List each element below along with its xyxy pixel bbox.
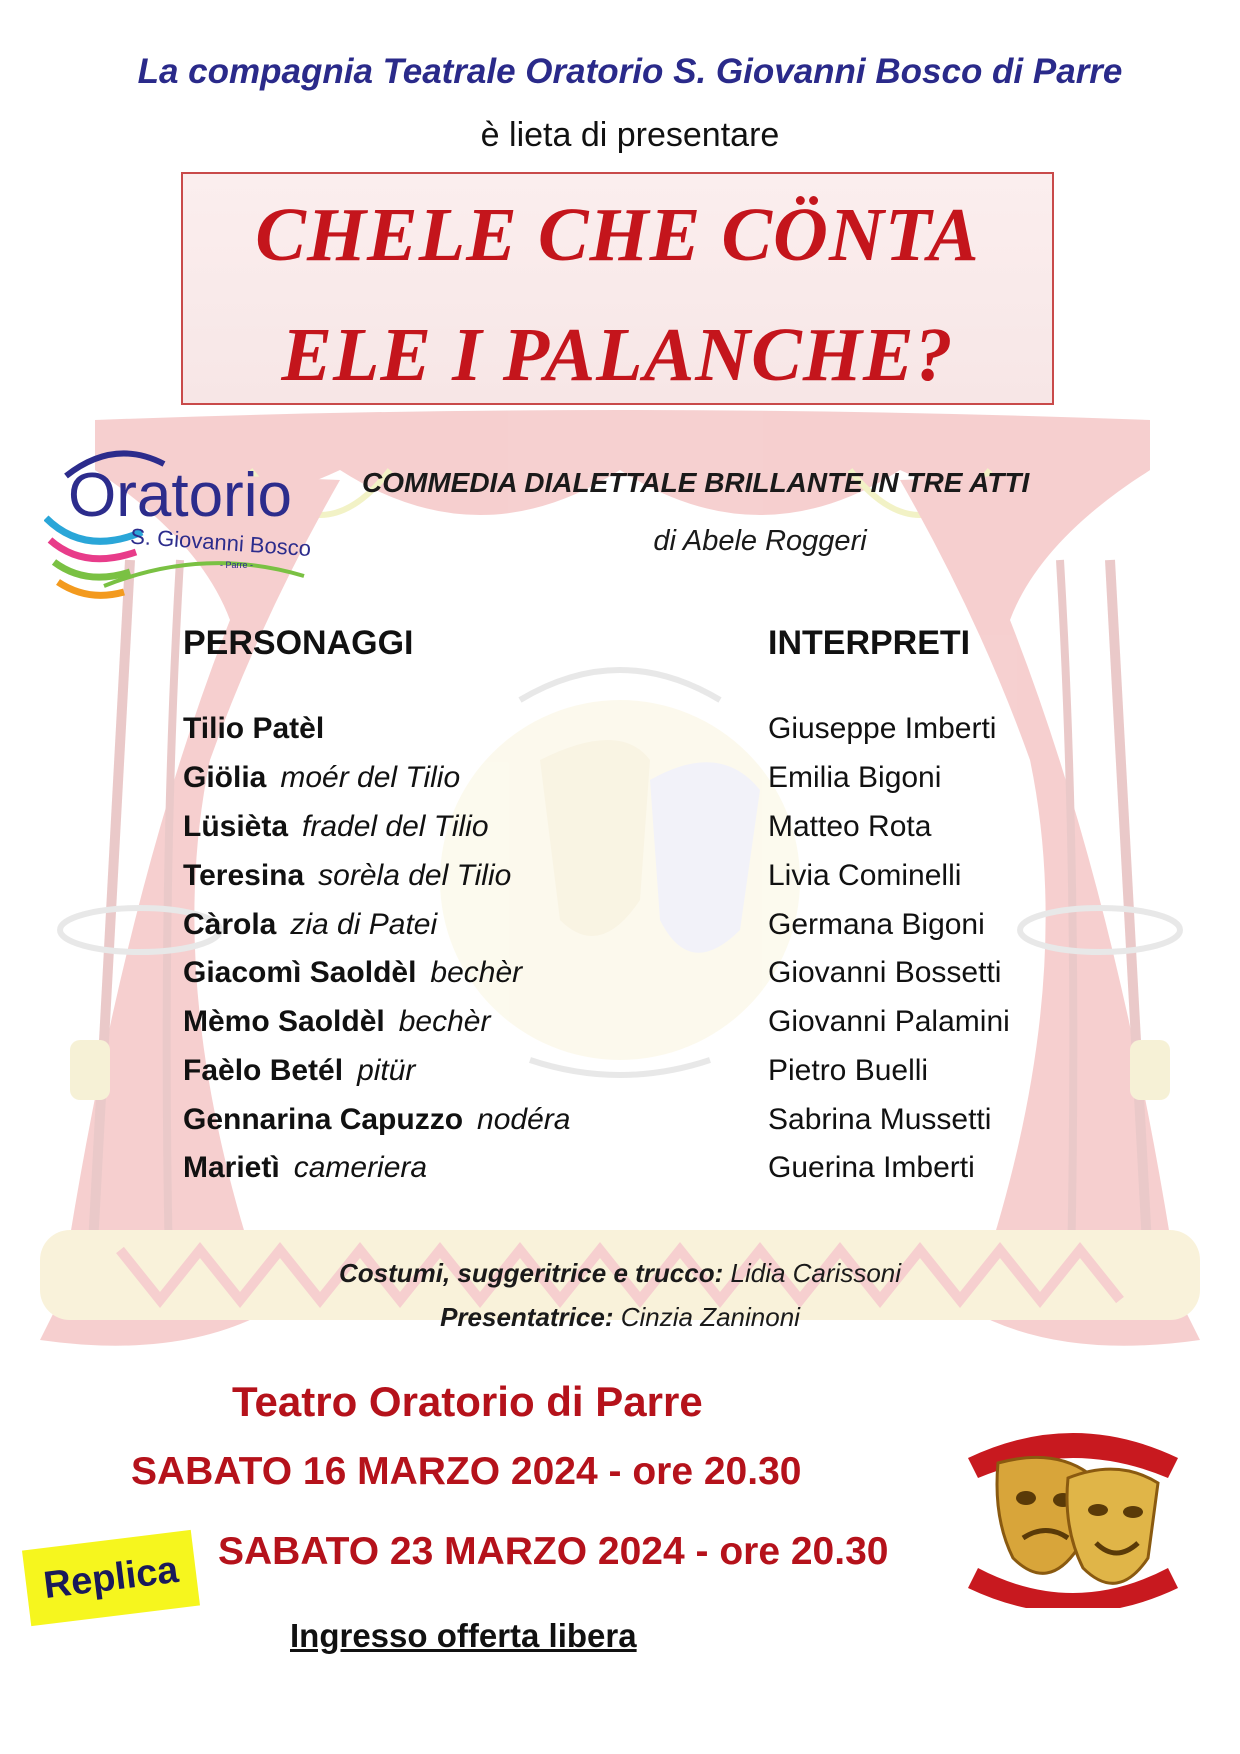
performance-date-1: SABATO 16 MARZO 2024 - ore 20.30 <box>131 1450 802 1493</box>
actor-name: Giuseppe Imberti <box>768 712 997 745</box>
cast-row <box>0 1103 1240 1147</box>
character-name: Gennarina Capuzzo nodéra <box>183 1103 571 1136</box>
character-role: pitür <box>357 1054 416 1087</box>
costumes-label: Costumi, suggeritrice e trucco: <box>338 1258 724 1288</box>
actor-name: Emilia Bigoni <box>768 761 942 794</box>
performance-date-2: SABATO 23 MARZO 2024 - ore 20.30 <box>218 1530 889 1573</box>
cast-row <box>0 908 1240 952</box>
actor-name: Sabrina Mussetti <box>768 1103 992 1136</box>
cast-row <box>0 1151 1240 1195</box>
character-role: fradel del Tilio <box>302 810 489 843</box>
cast-row <box>0 712 1240 756</box>
character-name: Giölia moér del Tilio <box>183 761 461 794</box>
cast-row <box>0 956 1240 1000</box>
play-genre: COMMEDIA DIALETTALE BRILLANTE IN TRE ATTI <box>362 467 1030 498</box>
company-heading: La compagnia Teatrale Oratorio S. Giovanni Bosco di Parre <box>137 52 1123 91</box>
play-title-line-2: ELE I PALANCHE? <box>281 313 954 397</box>
entry-note: Ingresso offerta libera <box>290 1617 637 1654</box>
cast-row <box>0 761 1240 805</box>
character-name: Càrola zia di Patei <box>183 908 438 941</box>
cast-row <box>0 810 1240 854</box>
character-role: moér del Tilio <box>280 761 461 794</box>
actor-name: Livia Cominelli <box>768 859 962 892</box>
character-name: Teresina sorèla del Tilio <box>183 859 512 892</box>
character-role: cameriera <box>293 1151 428 1184</box>
character-role: bechèr <box>430 956 523 989</box>
cast-row <box>0 859 1240 903</box>
actor-name: Giovanni Bossetti <box>768 956 1002 989</box>
character-role: nodéra <box>477 1103 571 1136</box>
presenter-value: Cinzia Zaninoni <box>620 1302 800 1332</box>
actor-name: Giovanni Palamini <box>768 1005 1010 1038</box>
actors-heading: INTERPRETI <box>768 624 971 662</box>
oratorio-logo <box>44 436 344 606</box>
play-author: di Abele Roggeri <box>653 525 867 557</box>
character-name: Giacomì Saoldèl bechèr <box>183 956 523 989</box>
actor-name: Pietro Buelli <box>768 1054 929 1087</box>
logo-subtitle: S. Giovanni Bosco <box>129 523 312 562</box>
theatre-masks-icon <box>958 1418 1188 1608</box>
costumes-value: Lidia Carissoni <box>730 1258 902 1288</box>
costumes-credit <box>0 1258 1240 1289</box>
cast-row <box>0 1054 1240 1098</box>
logo-name: Oratorio <box>68 461 292 530</box>
presenter-credit <box>0 1302 1240 1333</box>
presenter-label: Presentatrice: <box>440 1302 614 1332</box>
character-name: Marietì cameriera <box>183 1151 428 1184</box>
character-name: Faèlo Betél pitür <box>183 1054 416 1087</box>
play-title-line-1: CHELE CHE CÖNTA <box>255 193 980 277</box>
character-role: bechèr <box>398 1005 491 1038</box>
character-name: Mèmo Saoldèl bechèr <box>183 1005 491 1038</box>
logo-place: - Parre - <box>220 560 254 570</box>
cast-row <box>0 1005 1240 1049</box>
actor-name: Guerina Imberti <box>768 1151 975 1184</box>
presents-line: è lieta di presentare <box>480 116 780 154</box>
replica-badge: Replica <box>22 1530 200 1626</box>
characters-heading: PERSONAGGI <box>183 624 414 662</box>
character-role: sorèla del Tilio <box>318 859 512 892</box>
actor-name: Germana Bigoni <box>768 908 985 941</box>
venue-name: Teatro Oratorio di Parre <box>232 1378 703 1425</box>
character-role: zia di Patei <box>290 908 438 941</box>
character-name: Lüsièta fradel del Tilio <box>183 810 489 843</box>
actor-name: Matteo Rota <box>768 810 932 843</box>
character-name: Tilio Patèl <box>183 712 325 745</box>
